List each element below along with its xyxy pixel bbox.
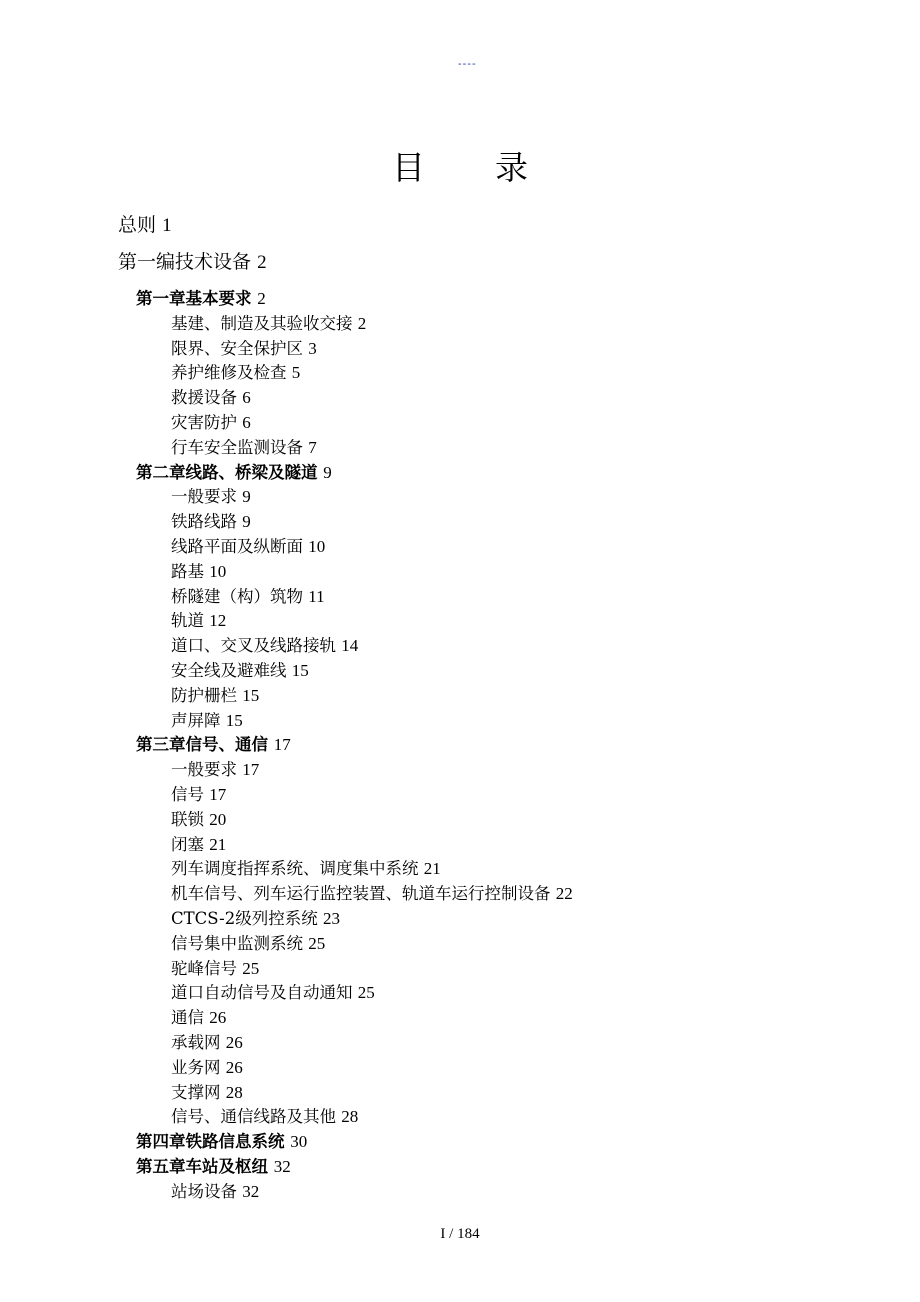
toc-entry-page-number: 26 (225, 1057, 243, 1077)
toc-entry-page-number: 1 (162, 215, 172, 236)
title-char-1: 目 (392, 148, 425, 187)
toc-entry-page-number: 22 (555, 884, 573, 904)
toc-entry-page-number: 25 (357, 983, 375, 1003)
toc-entry-title: 轨道 (171, 611, 204, 631)
toc-entry-title: 业务网 (171, 1057, 221, 1077)
toc-section-entry[interactable] (171, 707, 243, 731)
toc-entry-title: 路基 (171, 561, 204, 581)
toc-entry-title: 机车信号、列车运行监控装置、轨道车运行控制设备 (171, 884, 551, 904)
toc-entry-page-number: 9 (242, 487, 251, 507)
toc-section-entry[interactable] (171, 1178, 259, 1202)
toc-entry-page-number: 10 (308, 537, 326, 556)
toc-entry-page-number: 2 (357, 313, 367, 333)
toc-entry-page-number: 30 (290, 1132, 308, 1152)
toc-section-entry[interactable] (171, 508, 251, 532)
toc-entry-title: 声屏障 (171, 710, 221, 730)
toc-entry-page-number: 23 (323, 909, 340, 928)
toc-entry-title: 信号 (171, 785, 204, 804)
toc-section-entry[interactable] (171, 384, 251, 408)
toc-section-entry[interactable] (171, 483, 251, 507)
toc-section-entry[interactable] (171, 979, 375, 1003)
toc-entry-page-number: 17 (273, 735, 291, 755)
toc-entry-title: 通信 (171, 1008, 204, 1028)
toc-entry-title: 铁路线路 (171, 512, 237, 532)
toc-section-entry[interactable] (171, 930, 325, 954)
toc-part-entry[interactable] (118, 247, 267, 274)
toc-entry-page-number: 25 (308, 933, 326, 953)
toc-entry-title: 一般要求 (171, 487, 237, 507)
toc-entry-title: 第一章基本要求 (136, 289, 252, 308)
toc-entry-page-number: 28 (341, 1107, 359, 1127)
toc-entry-page-number: 14 (341, 636, 359, 656)
toc-entry-title: 救援设备 (171, 388, 237, 408)
toc-entry-title: 限界、安全保护区 (171, 338, 303, 358)
toc-entry-title: 线路平面及纵断面 (171, 537, 303, 556)
toc-section-entry[interactable] (171, 1079, 243, 1103)
toc-section-entry[interactable] (171, 781, 226, 805)
toc-entry-page-number: 15 (291, 661, 309, 680)
toc-section-entry[interactable] (171, 632, 358, 656)
title-char-2: 录 (495, 148, 528, 187)
toc-entry-page-number: 32 (242, 1181, 260, 1201)
toc-entry-title: 驼峰信号 (171, 958, 237, 978)
toc-entry-title: 支撑网 (171, 1082, 221, 1102)
toc-entry-title: 承载网 (171, 1033, 221, 1052)
toc-section-entry[interactable] (171, 1004, 226, 1028)
toc-section-entry[interactable] (171, 880, 573, 904)
toc-entry-title: 列车调度指挥系统、调度集中系统 (171, 859, 419, 879)
toc-entry-page-number: 15 (225, 710, 243, 730)
toc-entry-page-number: 15 (242, 685, 260, 705)
toc-section-entry[interactable] (171, 682, 259, 706)
toc-section-entry[interactable] (171, 558, 226, 582)
toc-entry-page-number: 2 (257, 252, 267, 273)
toc-section-entry[interactable] (171, 1103, 358, 1127)
toc-entry-page-number: 17 (209, 785, 227, 804)
toc-section-entry[interactable] (171, 855, 441, 879)
toc-chapter-entry[interactable] (136, 1153, 291, 1177)
toc-entry-title: 第五章车站及枢纽 (136, 1157, 268, 1176)
toc-entry-title: 联锁 (171, 809, 204, 829)
toc-entry-page-number: 21 (423, 859, 441, 879)
toc-entry-page-number: 6 (242, 413, 251, 432)
toc-entry-title: 养护维修及检查 (171, 363, 287, 383)
toc-chapter-entry[interactable] (136, 1128, 307, 1152)
toc-entry-page-number: 9 (242, 512, 251, 532)
toc-chapter-entry[interactable] (136, 459, 332, 483)
toc-section-entry[interactable] (171, 756, 259, 780)
toc-entry-title: 第一编技术设备 (118, 251, 252, 273)
toc-entry-title: 防护栅栏 (171, 685, 237, 705)
toc-entry-title: 一般要求 (171, 760, 237, 780)
header-mark: ---- (458, 58, 477, 70)
toc-section-entry[interactable] (171, 359, 300, 383)
toc-entry-title: 基建、制造及其验收交接 (171, 313, 353, 333)
toc-entry-title: 灾害防护 (171, 413, 237, 432)
toc-entry-page-number: 6 (242, 388, 251, 408)
toc-entry-page-number: 25 (242, 958, 260, 978)
toc-entry-page-number: 2 (257, 289, 266, 308)
toc-chapter-entry[interactable] (136, 285, 266, 309)
toc-section-entry[interactable] (171, 434, 317, 458)
toc-entry-page-number: 9 (323, 462, 332, 482)
toc-section-entry[interactable] (171, 1054, 243, 1078)
toc-section-entry[interactable] (171, 955, 259, 979)
toc-entry-page-number: 11 (308, 586, 325, 606)
toc-entry-title: 信号、通信线路及其他 (171, 1107, 336, 1127)
toc-entry-title: 行车安全监测设备 (171, 437, 303, 457)
toc-section-entry[interactable] (171, 607, 226, 631)
toc-section-entry[interactable] (171, 657, 309, 681)
toc-section-entry[interactable] (171, 335, 317, 359)
toc-chapter-entry[interactable] (136, 731, 291, 755)
toc-section-entry[interactable] (171, 905, 340, 929)
toc-entry-title: 总则 (118, 214, 157, 236)
toc-entry-page-number: 21 (209, 834, 227, 854)
toc-section-entry[interactable] (171, 1029, 243, 1053)
page-number-footer: I / 184 (440, 1226, 480, 1242)
toc-entry-page-number: 3 (308, 338, 317, 358)
toc-entry-title: 第三章信号、通信 (136, 735, 268, 755)
toc-entry-page-number: 32 (273, 1157, 291, 1176)
toc-entry-title: 道口自动信号及自动通知 (171, 983, 353, 1003)
toc-section-entry[interactable] (171, 409, 251, 433)
toc-entry-title: 安全线及避难线 (171, 661, 287, 680)
toc-entry-title: 站场设备 (171, 1181, 237, 1201)
toc-section-entry[interactable] (171, 806, 226, 830)
toc-entry-page-number: 26 (209, 1008, 227, 1028)
toc-section-entry[interactable] (171, 533, 325, 557)
toc-entry-title: CTCS-2级列控系统 (171, 909, 318, 928)
toc-section-entry[interactable] (171, 831, 226, 855)
toc-entry-title: 第四章铁路信息系统 (136, 1132, 285, 1152)
toc-entry-page-number: 7 (308, 437, 317, 457)
toc-entry-page-number: 17 (242, 760, 260, 780)
toc-entry-page-number: 5 (291, 363, 301, 383)
toc-entry-page-number: 26 (225, 1033, 243, 1052)
toc-entry-title: 第二章线路、桥梁及隧道 (136, 462, 318, 482)
toc-entry-page-number: 20 (209, 809, 227, 829)
toc-section-entry[interactable] (171, 583, 325, 607)
toc-entry-page-number: 10 (209, 561, 227, 581)
toc-entry-page-number: 12 (209, 611, 227, 631)
toc-entry-page-number: 28 (225, 1082, 243, 1102)
toc-entry-title: 闭塞 (171, 834, 204, 854)
toc-entry-title: 道口、交叉及线路接轨 (171, 636, 336, 656)
toc-entry-title: 桥隧建（构）筑物 (171, 586, 303, 606)
toc-part-entry[interactable] (118, 210, 172, 237)
toc-section-entry[interactable] (171, 310, 366, 334)
toc-entry-title: 信号集中监测系统 (171, 933, 303, 953)
